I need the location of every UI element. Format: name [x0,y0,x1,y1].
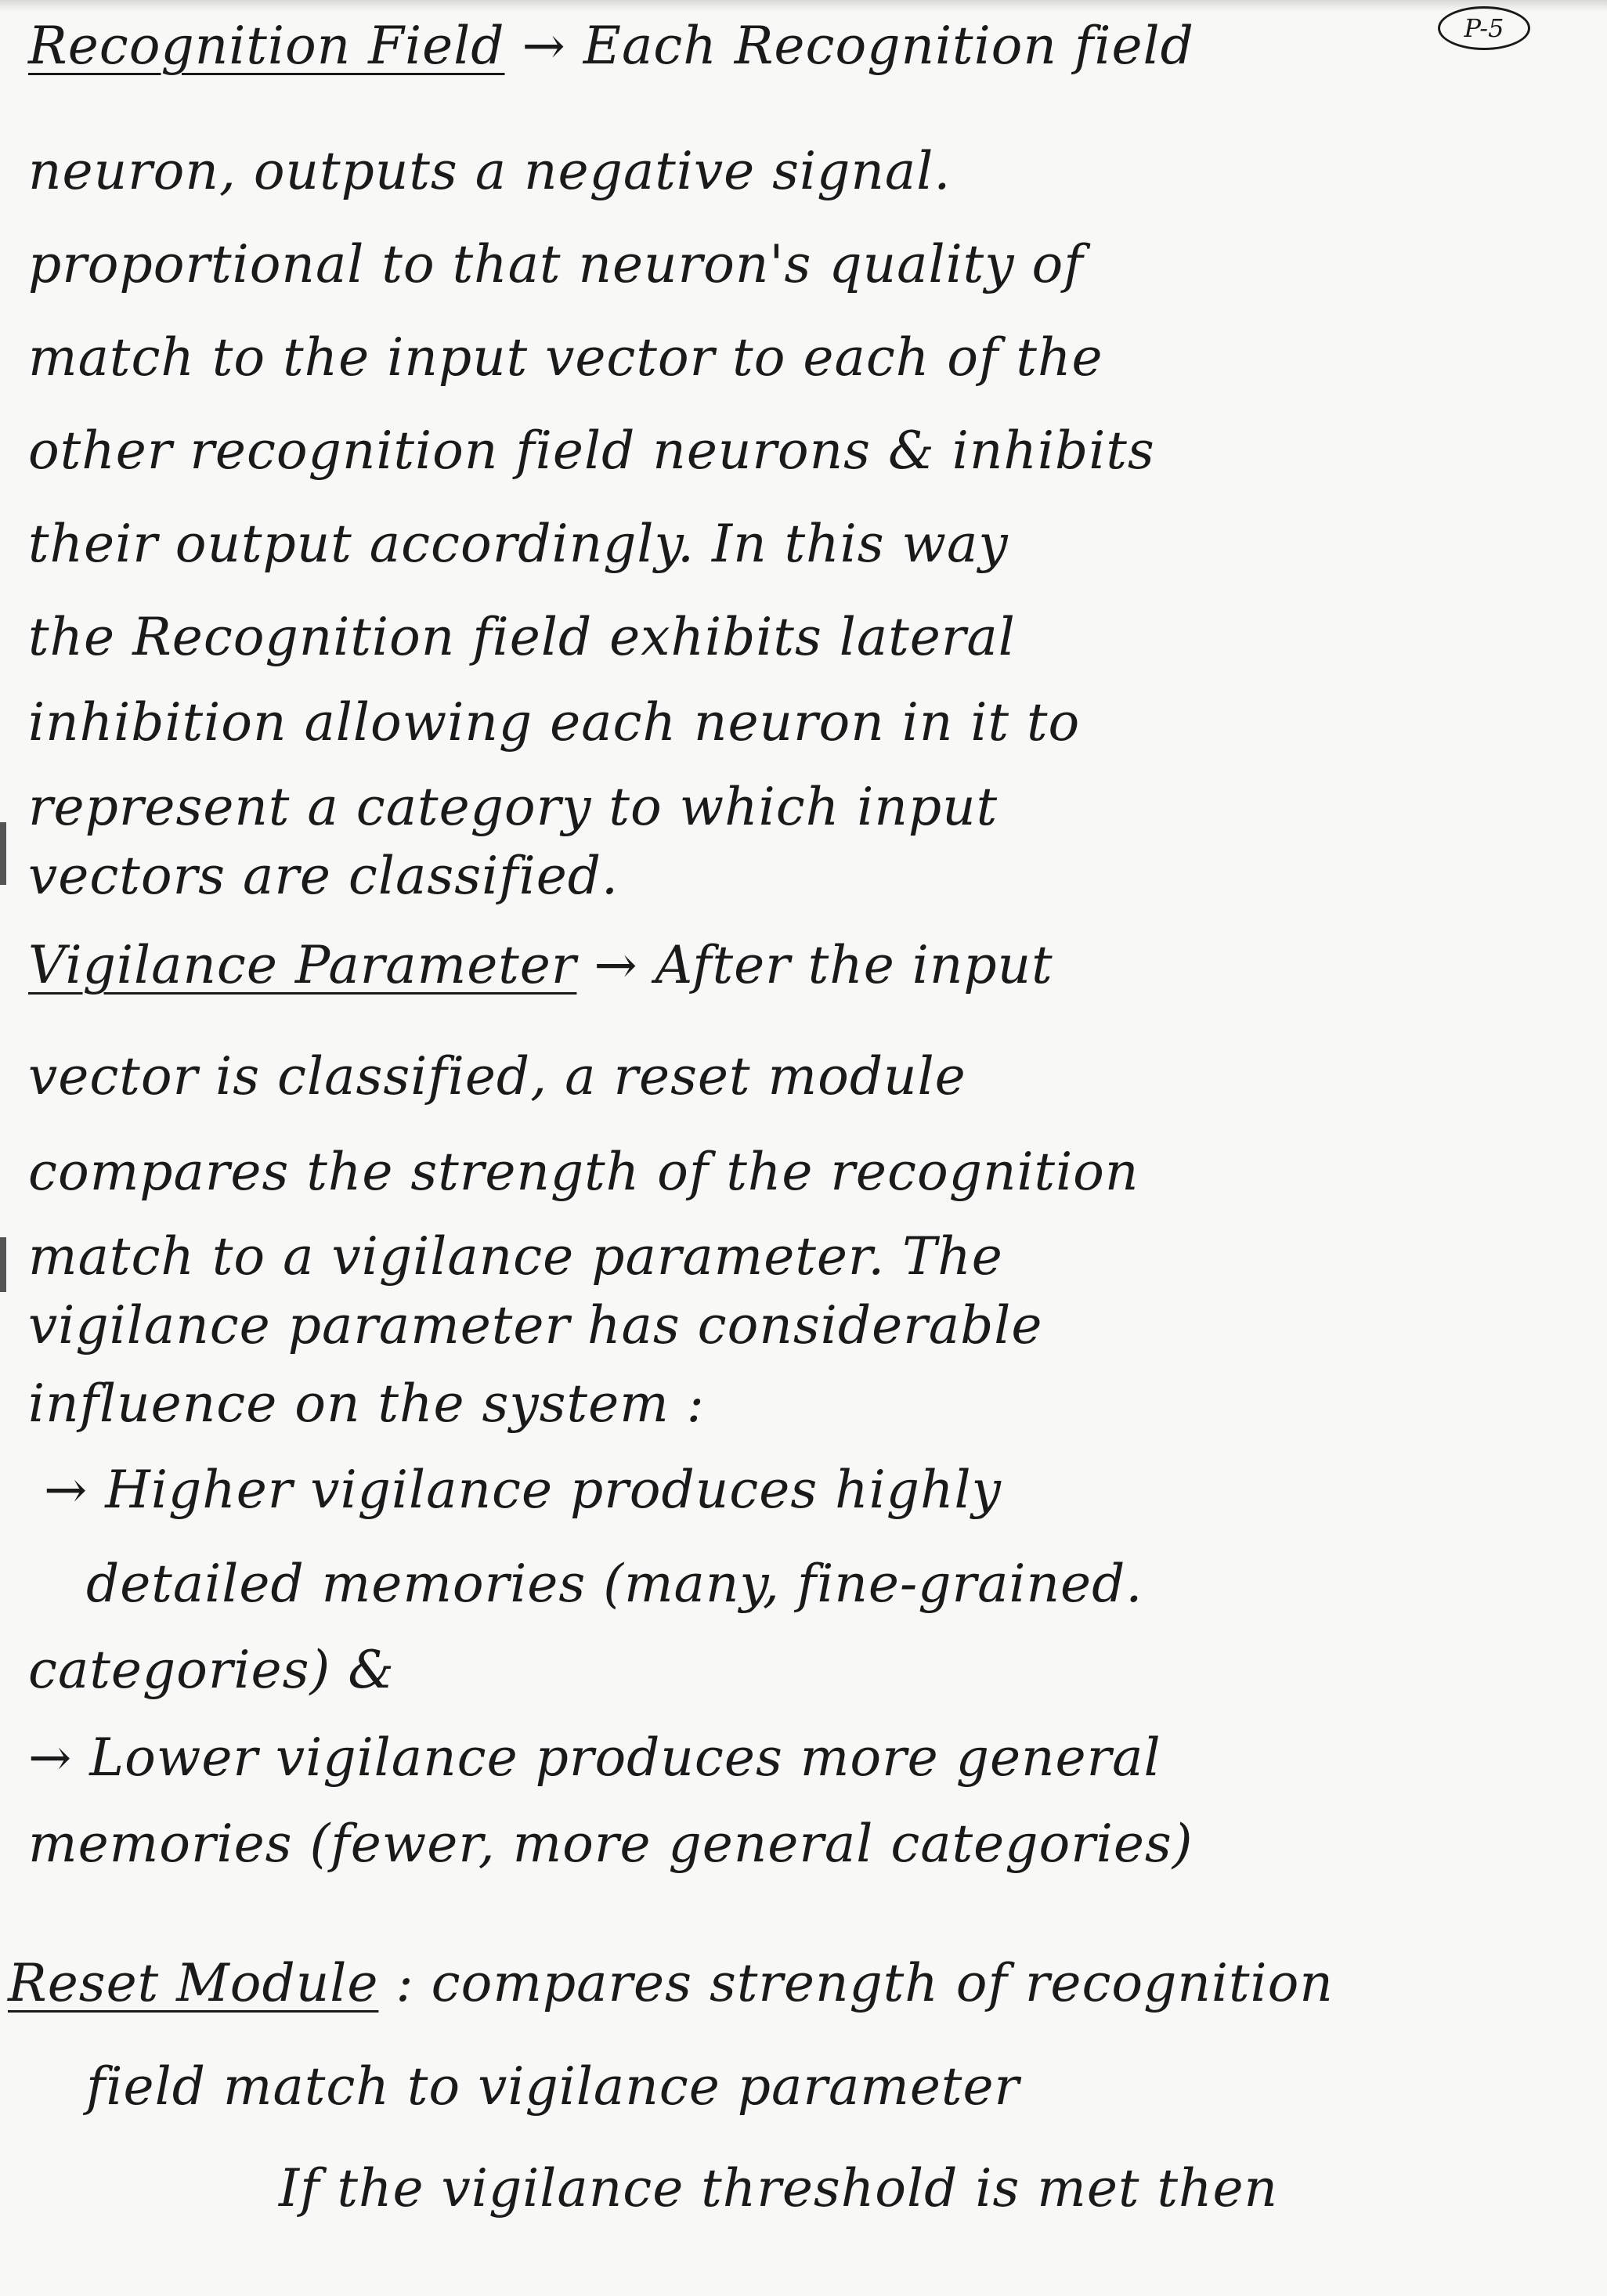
line-text: → After the input [576,935,1053,995]
line-text: If the vigilance threshold is met then [279,2158,1279,2218]
text-line [28,16,1194,76]
text-line [28,777,999,837]
text-line [28,692,1081,753]
heading: Vigilance Parameter [28,935,577,995]
text-line [28,1046,966,1106]
line-text: match to a vigilance parameter. The [28,1226,1003,1287]
text-line [86,1554,1143,1614]
line-text: → Each Recognition field [504,16,1194,76]
text-line [28,1727,1161,1788]
text-line [28,514,1009,574]
line-text: neuron, outputs a negative signal. [28,141,952,201]
line-text: vectors are classified. [28,846,619,906]
text-line [28,1814,1194,1874]
text-line [28,935,1053,995]
page-number-badge [1438,6,1530,50]
text-line [28,327,1103,388]
line-text: → Lower vigilance produces more general [28,1727,1161,1788]
line-text: other recognition field neurons & inhibits [28,421,1155,481]
text-line [8,1953,1334,2013]
line-text: field match to vigilance parameter [86,2056,1020,2117]
line-text: the Recognition field exhibits lateral [28,607,1016,667]
line-text: vector is classified, a reset module [28,1046,966,1106]
line-text: influence on the system : [28,1374,705,1434]
text-line [86,2056,1020,2117]
line-text: compares the strength of the recognition [28,1142,1139,1202]
heading: Recognition Field [28,16,505,76]
text-line [279,2158,1279,2218]
text-line [28,1374,705,1434]
line-text: : compares strength of recognition [378,1953,1334,2013]
line-text: categories) & [28,1640,395,1700]
page-top-edge [0,0,1607,11]
text-line [28,846,619,906]
text-line [28,607,1016,667]
line-text: inhibition allowing each neuron in it to [28,692,1081,753]
line-text: memories (fewer, more general categories) [28,1814,1194,1874]
text-line [28,1142,1139,1202]
line-text: detailed memories (many, fine-grained. [86,1554,1143,1614]
text-line [28,141,952,201]
line-text: represent a category to which input [28,777,999,837]
text-line [28,1640,395,1700]
line-text: → Higher vigilance produces highly [44,1460,1002,1520]
line-text: match to the input vector to each of the [28,327,1103,388]
margin-mark [0,822,6,885]
text-line [44,1460,1002,1520]
line-text: their output accordingly. In this way [28,514,1009,574]
text-line [28,1226,1003,1287]
text-line [28,234,1084,294]
text-line [28,1295,1043,1356]
heading: Reset Module [8,1953,379,2013]
line-text: vigilance parameter has considerable [28,1295,1043,1356]
page-number: P-5 [1464,13,1504,43]
line-text: proportional to that neuron's quality of [28,234,1084,294]
text-line [28,421,1155,481]
margin-mark [0,1237,6,1292]
